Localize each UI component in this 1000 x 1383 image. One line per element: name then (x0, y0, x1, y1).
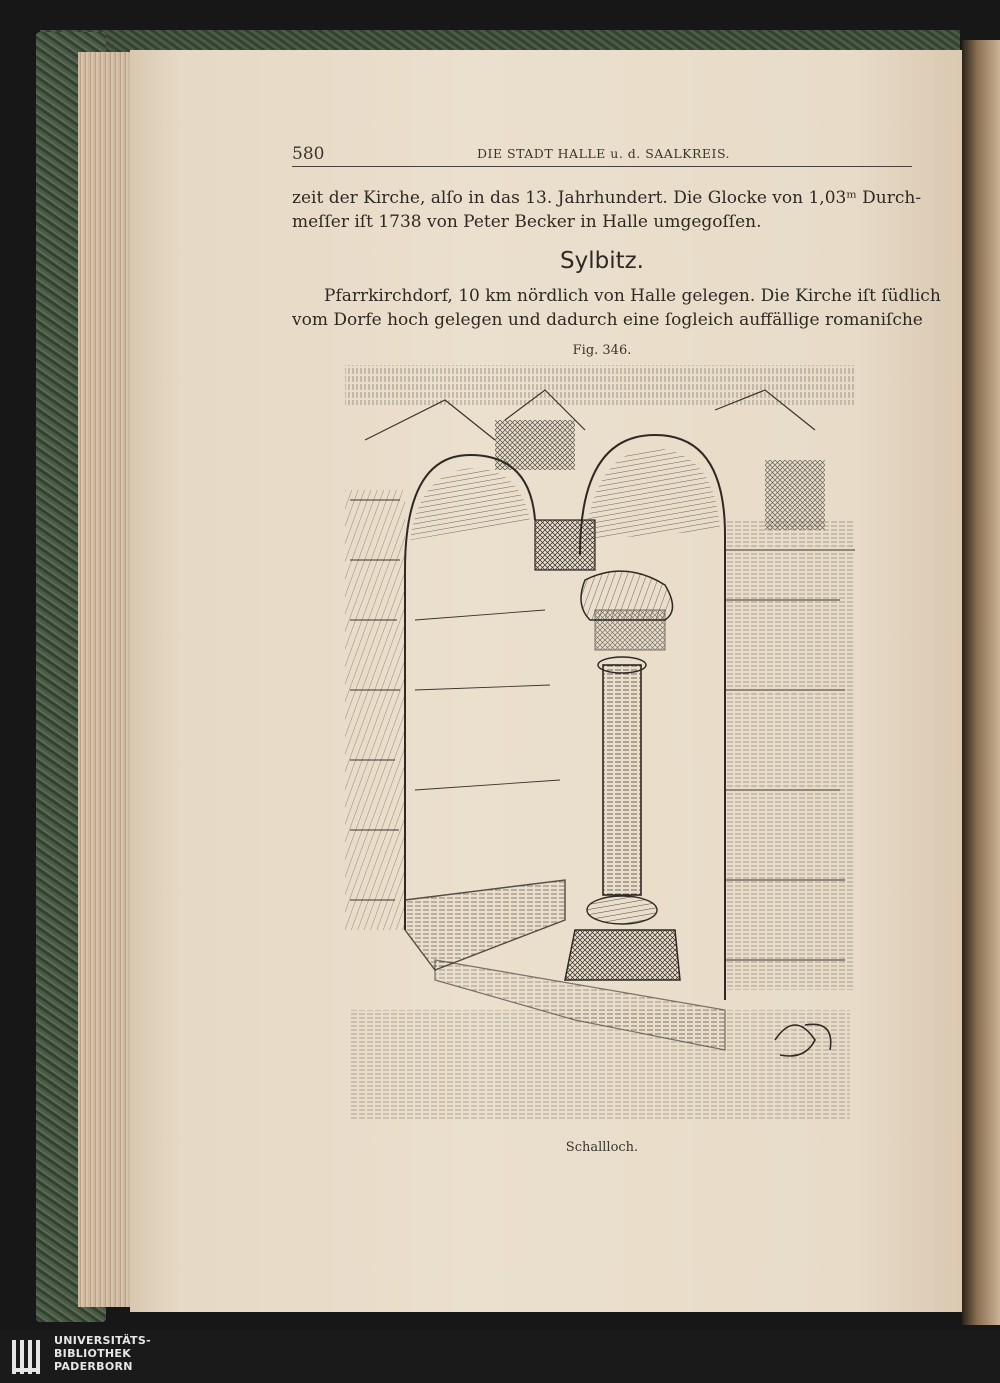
section-title: Sylbitz. (560, 248, 644, 274)
book-gutter (962, 40, 1000, 1325)
paragraph-2-line-1: Pfarrkirchdorf, 10 km nördlich von Halle gelegen. Die Kirche iſt ſüdlich (324, 286, 941, 306)
library-footer (0, 1330, 1000, 1383)
page-number: 580 (292, 144, 325, 164)
library-logo-icon (10, 1338, 48, 1376)
paragraph-2 (292, 284, 941, 332)
running-head (292, 140, 912, 164)
stone-wall-right (725, 460, 855, 990)
running-title: DIE STADT HALLE u. d. SAALKREIS. (477, 146, 731, 161)
window-arch-drawing (335, 360, 865, 1130)
header-rule (292, 166, 912, 167)
stone-wall-left (345, 490, 405, 930)
paragraph-1-line-1: zeit der Kirche, alſo in das 13. Jahrhundert. Die Glocke von 1,03ᵐ Durch- (292, 188, 922, 208)
library-name-line-2: BIBLIOTHEK (54, 1347, 132, 1360)
library-name-line-3: PADERBORN (54, 1360, 133, 1373)
figure-caption: Schallloch. (565, 1140, 639, 1155)
paragraph-1 (292, 186, 922, 234)
figure-label: Fig. 346. (572, 343, 632, 358)
paragraph-2-line-2: vom Dorfe hoch gelegen und dadurch eine ſogleich auffällige romaniſche (292, 310, 923, 330)
arch-opening (405, 435, 725, 1000)
library-name-line-1: UNIVERSITÄTS- (54, 1334, 151, 1347)
stone-wall-top (345, 365, 855, 470)
library-name (54, 1334, 151, 1373)
column (565, 571, 680, 980)
paragraph-1-line-2: meſſer iſt 1738 von Peter Becker in Halle umgegoſſen. (292, 212, 762, 232)
